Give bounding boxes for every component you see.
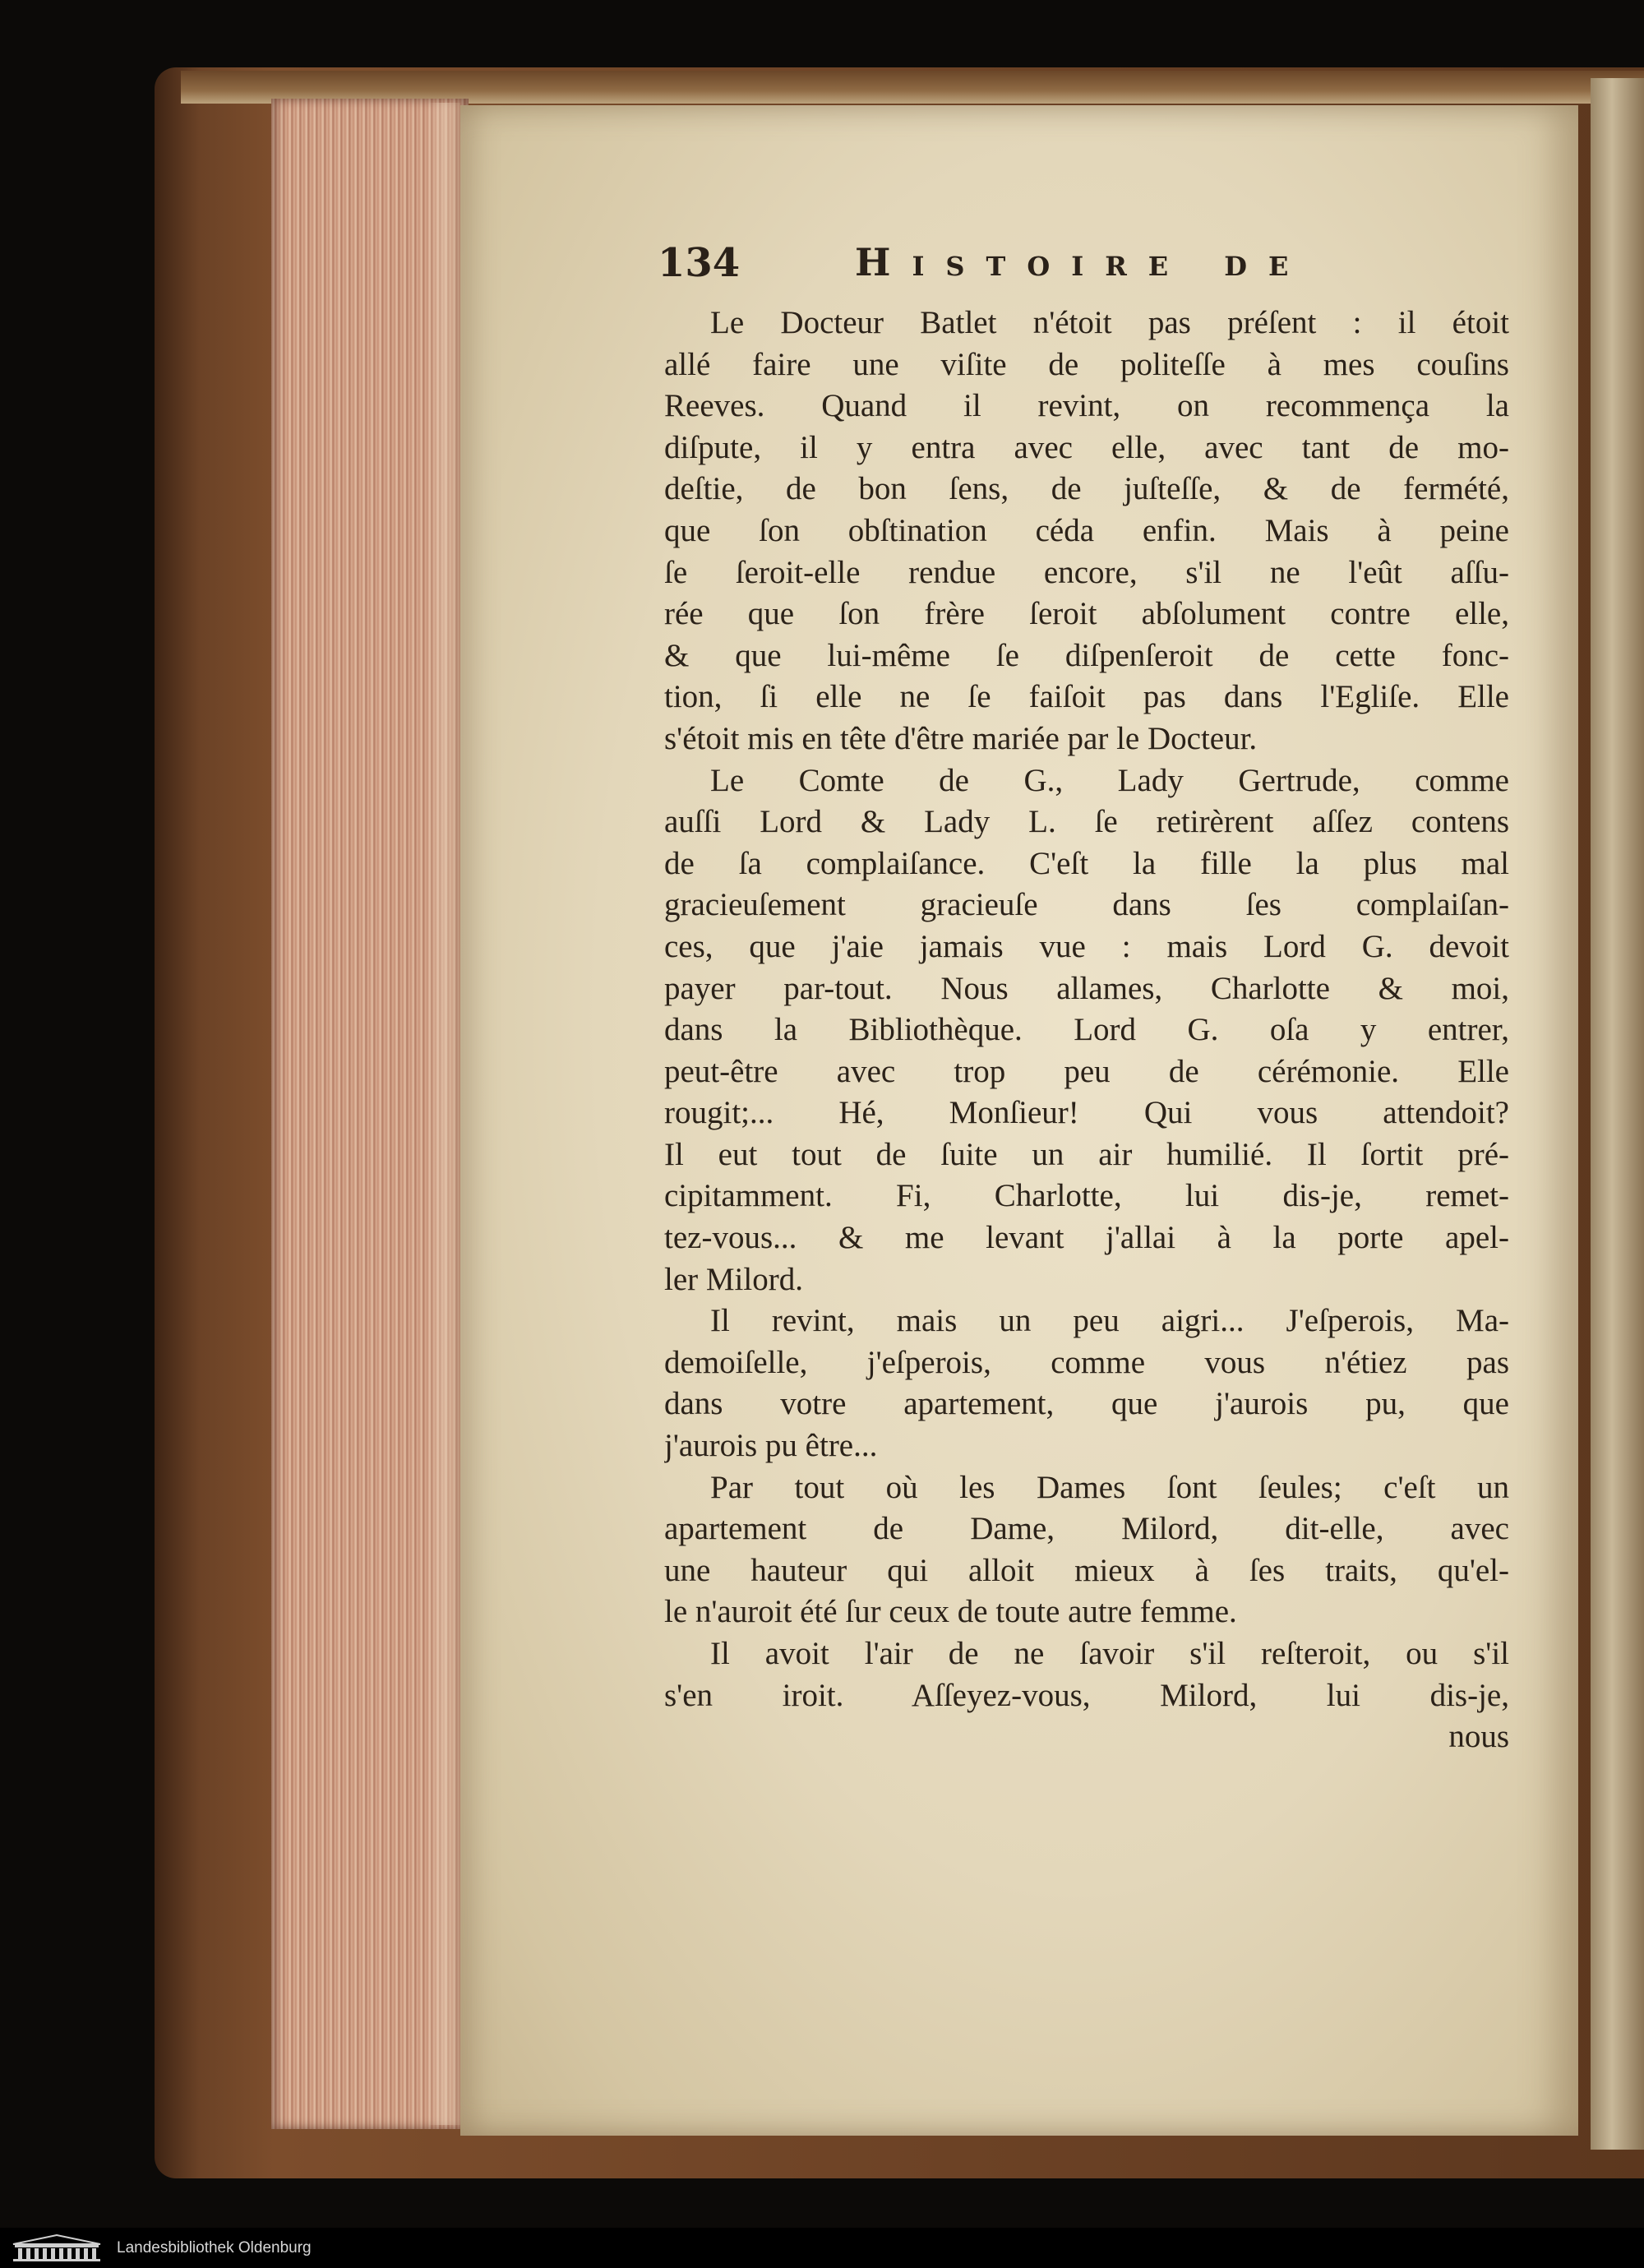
page-header — [658, 240, 1529, 289]
text-line: apartement de Dame, Milord, dit-elle, avec — [664, 1511, 1509, 1547]
facing-page-edge — [1591, 78, 1644, 2150]
library-name: Landesbibliothek Oldenburg — [117, 2238, 312, 2256]
text-line: payer par-tout. Nous allames, Charlotte & moi, — [664, 970, 1509, 1006]
text-line: deſtie, de bon ſens, de juſteſſe, & de fermété, — [664, 471, 1509, 507]
footer-bar — [0, 2228, 1644, 2268]
text-line: de ſa complaiſance. C'eſt la fille la plus mal — [664, 845, 1509, 881]
text-line: tez-vous... & me levant j'allai à la porte apel- — [664, 1220, 1509, 1256]
text-line: cipitamment. Fi, Charlotte, lui dis-je, remet- — [664, 1178, 1509, 1214]
text-line: allé faire une viſite de politeſſe à mes couſins — [664, 346, 1509, 382]
text-line: s'étoit mis en tête d'être mariée par le Docteur. — [664, 720, 1258, 756]
text-line: une hauteur qui alloit mieux à ſes traits, qu'el- — [664, 1552, 1509, 1588]
text-line: Il avoit l'air de ne ſavoir s'il reſteroit, ou s'il — [710, 1636, 1509, 1671]
text-line: ſe ſeroit-elle rendue encore, s'il ne l'eût aſſu- — [664, 554, 1509, 590]
text-line: peut-être avec trop peu de cérémonie. Elle — [664, 1053, 1509, 1089]
text-line: s'en iroit. Aſſeyez-vous, Milord, lui dis-je, — [664, 1677, 1509, 1713]
text-line: gracieuſement gracieuſe dans ſes complaiſan- — [664, 887, 1509, 923]
text-line: auſſi Lord & Lady L. ſe retirèrent aſſez contens — [664, 804, 1509, 840]
text-line: j'aurois pu être... — [664, 1428, 878, 1464]
page-number: 134 — [658, 240, 741, 286]
text-line: rée que ſon frère ſeroit abſolument contre elle, — [664, 596, 1509, 632]
page-text — [664, 303, 1509, 1815]
text-line: Reeves. Quand il revint, on recommença la — [664, 388, 1509, 424]
text-line: tion, ſi elle ne ſe faiſoit pas dans l'Egliſe. Elle — [664, 679, 1509, 715]
catchword: nous — [1448, 1719, 1509, 1755]
text-line: & que lui-même ſe diſpenſeroit de cette fonc- — [664, 637, 1509, 673]
text-line: rougit;... Hé, Monſieur! Qui vous attendoit? — [664, 1095, 1509, 1131]
text-line: demoiſelle, j'eſperois, comme vous n'étiez pas — [664, 1344, 1509, 1380]
running-head: Histoire de — [855, 240, 1310, 284]
text-line: Le Docteur Batlet n'étoit pas préſent : il étoit — [710, 305, 1509, 340]
text-line: que ſon obſtination céda enfin. Mais à peine — [664, 512, 1509, 548]
text-line: dans votre apartement, que j'aurois pu, que — [664, 1386, 1509, 1422]
text-line: Il revint, mais un peu aigri... J'eſperois, Ma- — [710, 1303, 1509, 1339]
text-line: Le Comte de G., Lady Gertrude, comme — [710, 762, 1509, 798]
text-line: le n'auroit été ſur ceux de toute autre femme. — [664, 1594, 1237, 1630]
page-edge-highlight — [427, 103, 460, 2125]
text-line: ler Milord. — [664, 1261, 803, 1297]
text-line: dans la Bibliothèque. Lord G. oſa y entrer, — [664, 1012, 1509, 1048]
text-line: diſpute, il y entra avec elle, avec tant de mo- — [664, 429, 1509, 465]
library-building-icon — [12, 2234, 102, 2262]
text-line: Par tout où les Dames ſont ſeules; c'eſt un — [710, 1469, 1509, 1505]
text-line: ces, que j'aie jamais vue : mais Lord G. devoit — [664, 928, 1509, 964]
text-line: Il eut tout de ſuite un air humilié. Il ſortit pré- — [664, 1136, 1509, 1172]
